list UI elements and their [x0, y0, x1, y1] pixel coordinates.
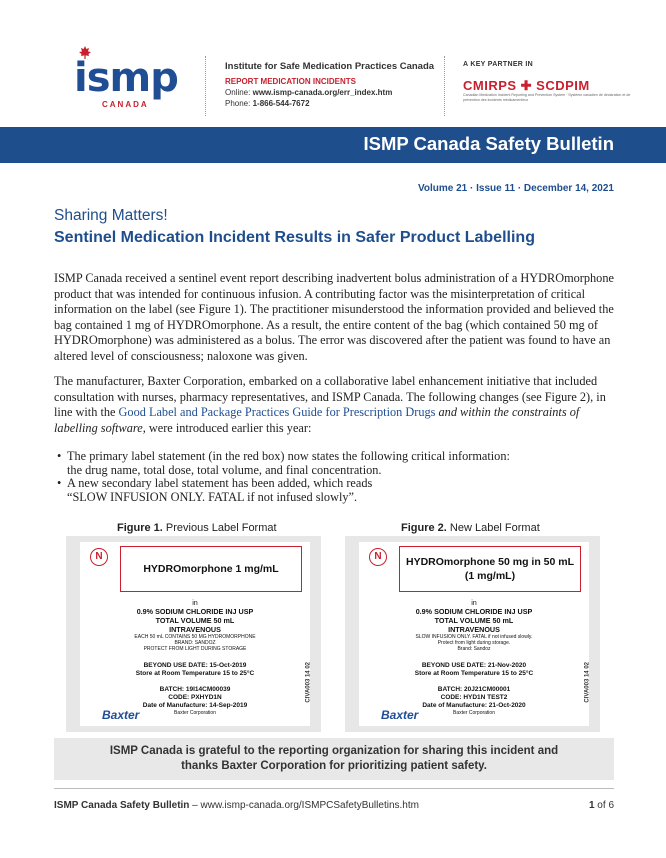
label-diluent: 0.9% SODIUM CHLORIDE INJ USP	[136, 607, 254, 616]
paragraph-2-italic: and within the constraints of labelling software,	[54, 405, 580, 435]
primary-label-line-2: (1 mg/mL)	[464, 570, 516, 582]
figure-1-number: Figure 1.	[117, 522, 163, 534]
report-phone	[225, 99, 310, 108]
label-batch: BATCH: 19I14CM00039	[159, 686, 231, 693]
header-divider-1	[205, 56, 207, 116]
label-manufacture: Date of Manufacture: 14-Sep-2019	[142, 702, 248, 709]
label-dates	[80, 662, 310, 678]
label-total-volume: TOTAL VOLUME 50 mL	[434, 616, 514, 625]
list-item	[54, 450, 614, 477]
phone-number: 1-866-544-7672	[252, 99, 310, 108]
phone-label: Phone:	[225, 99, 251, 108]
page-number	[589, 800, 614, 811]
label-details	[80, 598, 310, 652]
label-protect: PROTECT FROM LIGHT DURING STORAGE	[143, 646, 247, 652]
online-link[interactable]: www.ismp-canada.org/err_index.htm	[252, 88, 393, 97]
label-each: EACH 50 mL CONTAINS 50 MG HYDROMORPHONE	[134, 634, 256, 640]
paragraph-2	[54, 374, 614, 436]
ismp-logo	[58, 52, 178, 112]
list-item-line: The primary label statement (in the red box) now states the following critical information:	[67, 449, 510, 463]
label-total-volume: TOTAL VOLUME 50 mL	[155, 616, 235, 625]
label-corp: Baxter Corporation	[453, 710, 495, 716]
list-item-line: A new secondary label statement has been added, which reads	[67, 476, 373, 490]
logo-canada: CANADA	[102, 100, 149, 109]
label-route: INTRAVENOUS	[448, 625, 500, 634]
partner-label: A KEY PARTNER IN	[463, 61, 534, 68]
label-slow-infusion: SLOW INFUSION ONLY. FATAL if not infused slowly.	[415, 634, 533, 640]
label-diluent: 0.9% SODIUM CHLORIDE INJ USP	[415, 607, 533, 616]
page-of: of	[594, 800, 609, 811]
page-total: 6	[608, 800, 614, 811]
figure-1-caption	[117, 522, 277, 534]
list-item-line: “SLOW INFUSION ONLY. FATAL if not infused slowly”.	[67, 489, 358, 504]
figure-2-new-label	[345, 536, 600, 732]
partner-subtitle: Canadian Medication Incident Reporting and Prevention System · Système canadien de déclaration et de prévention des incidents médicamenteux	[463, 93, 631, 102]
paragraph-2-start: The manufacturer, Baxter Corporation, embarked on a collaborative label enhancement initiative that included consultation with nurses, pharmacy representatives, and ISMP Canada. The following changes (see Figure 2), in line with the	[54, 374, 606, 419]
header-divider-2	[444, 56, 446, 116]
primary-label-text	[406, 555, 574, 583]
label-image	[359, 542, 589, 726]
label-code: CODE: HYD1N TEST2	[440, 694, 508, 701]
label-store: Store at Room Temperature 15 to 25°C	[414, 670, 534, 677]
narcotic-badge-icon: N	[369, 548, 387, 566]
report-online	[225, 88, 392, 97]
primary-label-box	[120, 546, 302, 592]
label-brand: Brand: Sandoz	[457, 646, 491, 652]
footer	[54, 800, 419, 811]
figure-1-previous-label	[66, 536, 321, 732]
label-store: Store at Room Temperature 15 to 25°C	[135, 670, 255, 677]
acknowledgement-line-1: ISMP Canada is grateful to the reporting organization for sharing this incident and	[109, 745, 559, 757]
partner-logo: CMIRPS ✚ SCDPIM	[463, 78, 590, 93]
label-details	[359, 598, 589, 652]
list-item-line: the drug name, total dose, total volume, and final concentration.	[67, 462, 382, 477]
change-list	[54, 450, 614, 504]
label-corp: Baxter Corporation	[174, 710, 216, 716]
logo-wordmark: ismp	[74, 55, 178, 101]
footer-bulletin-name: ISMP Canada Safety Bulletin	[54, 800, 190, 811]
label-protect: Protect from light during storage.	[437, 640, 511, 646]
acknowledgement-line-2: thanks Baxter Corporation for prioritizing patient safety.	[181, 760, 487, 772]
primary-label-line-1: HYDROmorphone 50 mg in 50 mL	[405, 556, 575, 568]
figure-2-caption-text: New Label Format	[446, 522, 540, 534]
footer-url[interactable]: www.ismp-canada.org/ISMPCSafetyBulletins.htm	[200, 800, 419, 811]
figure-1-caption-text: Previous Label Format	[162, 522, 277, 534]
section-kicker: Sharing Matters!	[54, 207, 168, 224]
label-route: INTRAVENOUS	[169, 625, 221, 634]
label-beyond-use: BEYOND USE DATE: 15-Oct-2019	[143, 662, 247, 669]
paragraph-2-end: were introduced earlier this year:	[145, 420, 312, 435]
guide-link[interactable]: Good Label and Package Practices Guide for Prescription Drugs	[118, 405, 436, 419]
label-brand: BRAND: SANDOZ	[174, 640, 216, 646]
label-in: in	[471, 598, 477, 607]
acknowledgement-box	[54, 738, 614, 780]
label-code: CODE: PXHYD1N	[168, 694, 222, 701]
primary-label-box	[399, 546, 581, 592]
label-batch: BATCH: 20J21CM00001	[437, 686, 511, 693]
volume-issue-date: Volume 21 · Issue 11 · December 14, 2021	[417, 183, 614, 194]
report-heading: REPORT MEDICATION INCIDENTS	[225, 77, 356, 86]
baxter-logo: Baxter	[102, 708, 140, 722]
primary-label-text: HYDROmorphone 1 mg/mL	[143, 563, 279, 575]
figure-2-number: Figure 2.	[401, 522, 447, 534]
institute-name: Institute for Safe Medication Practices Canada	[225, 61, 435, 72]
bulletin-title: ISMP Canada Safety Bulletin	[363, 133, 614, 154]
article-headline: Sentinel Medication Incident Results in Safer Product Labelling	[54, 229, 535, 246]
label-vertical-code: CIVA003 14 02	[306, 662, 312, 703]
list-item	[54, 477, 614, 504]
label-manufacture: Date of Manufacture: 21-Oct-2020	[422, 702, 526, 709]
page-current: 1	[588, 800, 595, 811]
footer-separator: –	[189, 800, 201, 811]
label-beyond-use: BEYOND USE DATE: 21-Nov-2020	[421, 662, 527, 669]
online-label: Online:	[225, 88, 251, 97]
label-vertical-code: CIVA003 14 02	[585, 662, 591, 703]
label-image	[80, 542, 310, 726]
paragraph-1: ISMP Canada received a sentinel event report describing inadvertent bolus administration of a HYDROmorphone product that was intended for continuous infusion. A contributing factor was the misinterpretation of critical information on the label (see Figure 1). The practitioner misunderstood the information provided and believed the bag contained 1 mg of HYDROmorphone. As a result, the entire content of the bag (which contained 50 mg of HYDROmorphone) was administered as a bolus. The error was discovered after the patient was found to have an altered level of consciousness; naloxone was given.	[54, 271, 614, 363]
label-in: in	[192, 598, 198, 607]
footer-divider	[54, 788, 614, 789]
label-dates	[359, 662, 589, 678]
figure-2-caption	[401, 522, 540, 534]
baxter-logo: Baxter	[381, 708, 419, 722]
narcotic-badge-icon: N	[90, 548, 108, 566]
